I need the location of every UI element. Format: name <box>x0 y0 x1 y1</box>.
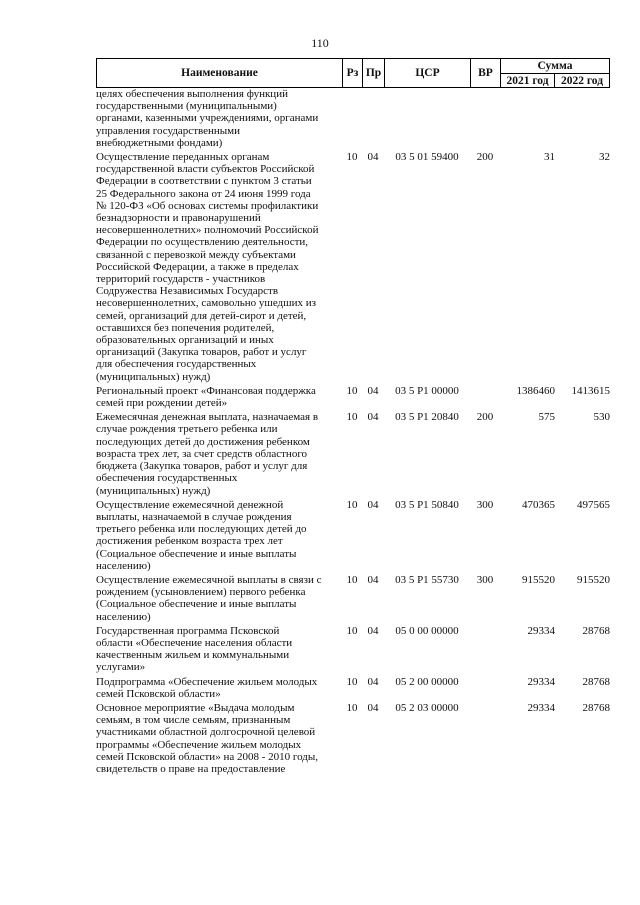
row-name-line: Осуществление ежемесячной выплаты в связи с <box>96 573 322 586</box>
row-name-line: территорий государств - участников <box>96 273 266 286</box>
row-name-line: внебюджетными фондами) <box>96 136 223 149</box>
row-vr <box>470 385 500 409</box>
row-name-line: Содружества Независимых Государств <box>96 285 279 298</box>
row-name-line: достижения ребенком возраста трех лет <box>96 535 283 548</box>
row-vr: 300 <box>476 573 494 586</box>
row-name-line: (муниципальных) нужд) <box>96 370 211 383</box>
row-rz: 10 <box>346 411 358 424</box>
row-vr: 300 <box>476 498 494 511</box>
row-name-line: выплаты, назначаемой в случае рождения <box>96 510 292 523</box>
row-rz <box>342 88 362 149</box>
row-csr: 05 2 00 00000 <box>395 675 459 688</box>
row-sum-2022: 530 <box>593 411 610 424</box>
row-sum-2021: 1386460 <box>516 384 555 397</box>
row-name <box>96 385 342 409</box>
row-name-line: обеспечения государственных <box>96 472 238 485</box>
row-csr: 03 5 Р1 50840 <box>395 498 459 511</box>
table-row <box>96 385 610 409</box>
row-name-line: (Социальное обеспечение и иные выплаты <box>96 598 297 611</box>
row-sum-2022: 32 <box>599 151 610 164</box>
row-sum-2021: 31 <box>544 151 555 164</box>
table-row <box>96 88 610 149</box>
row-name-line: Федерации по осуществлению деятельности, <box>96 236 309 249</box>
row-name-line: семей Псковской области» на 2008 - 2010 годы, <box>96 750 319 763</box>
row-name-line: Федерации в соответствии с пунктом 3 статьи <box>96 175 312 188</box>
row-pr: 04 <box>367 411 379 424</box>
row-name-line: услугами» <box>96 661 146 674</box>
row-name-line: семей при рождении детей» <box>96 397 228 410</box>
table-body <box>96 88 610 775</box>
row-pr: 04 <box>367 384 379 397</box>
header-rz: Рз <box>343 59 363 87</box>
row-name-line: Осуществление ежемесячной денежной <box>96 498 284 511</box>
row-vr: 200 <box>476 151 494 164</box>
row-name-line: Осуществление переданных органам <box>96 151 270 164</box>
row-vr <box>470 88 500 149</box>
row-csr <box>384 88 470 149</box>
row-name-line: свидетельств о праве на предоставление <box>96 762 286 775</box>
table-row <box>96 411 610 496</box>
row-name-line: безнадзорности и правонарушений <box>96 212 261 225</box>
row-name-line: (Социальное обеспечение и иные выплаты <box>96 547 297 560</box>
budget-table <box>96 58 610 775</box>
row-name <box>96 88 342 149</box>
row-vr <box>470 676 500 700</box>
row-sum-2021: 29334 <box>527 675 555 688</box>
row-rz: 10 <box>346 624 358 637</box>
row-rz: 10 <box>346 701 358 714</box>
row-rz: 10 <box>346 151 358 164</box>
row-csr: 05 0 00 00000 <box>395 624 459 637</box>
row-name-line: управления государственными <box>96 124 241 137</box>
row-name-line: рождением (усыновлением) первого ребенка <box>96 586 306 599</box>
row-sum-2021: 470365 <box>522 498 555 511</box>
row-sum-2022: 28768 <box>582 701 610 714</box>
row-name-line: семей, организаций для детей-сирот и детей, <box>96 309 307 322</box>
row-sum-2022: 915520 <box>577 573 610 586</box>
row-name-line: № 120-ФЗ «Об основах системы профилактики <box>96 199 319 212</box>
row-sum-2021: 575 <box>538 411 555 424</box>
row-vr: 200 <box>476 411 494 424</box>
row-name-line: Региональный проект «Финансовая поддержка <box>96 384 316 397</box>
row-name-line: оставшихся без попечения родителей, <box>96 321 275 334</box>
row-name-line: органами, казенными учреждениями, органами <box>96 112 319 125</box>
row-pr: 04 <box>367 498 379 511</box>
row-csr: 03 5 Р1 55730 <box>395 573 459 586</box>
row-pr: 04 <box>367 151 379 164</box>
row-name-line: государственной власти субъектов Российской <box>96 163 315 176</box>
row-name-line: последующих детей до достижения ребенком <box>96 435 310 448</box>
row-name-line: населению) <box>96 559 151 572</box>
table-row <box>96 499 610 572</box>
row-name-line: Российской Федерации, а также в пределах <box>96 260 299 273</box>
row-name <box>96 676 342 700</box>
row-rz: 10 <box>346 384 358 397</box>
row-name <box>96 574 342 623</box>
header-sum <box>501 59 609 87</box>
row-csr: 05 2 03 00000 <box>395 701 459 714</box>
row-name-line: программы «Обеспечение жильем молодых <box>96 738 302 751</box>
row-name <box>96 499 342 572</box>
page-number: 110 <box>311 36 329 50</box>
row-name-line: третьего ребенка или последующих детей до <box>96 523 307 536</box>
row-name-line: семьям, в том числе семьям, признанным <box>96 714 291 727</box>
header-vr: ВР <box>471 59 501 87</box>
row-csr: 03 5 Р1 20840 <box>395 411 459 424</box>
row-sum-2021: 29334 <box>527 701 555 714</box>
row-name-line: целях обеспечения выполнения функций <box>96 88 288 100</box>
row-name <box>96 411 342 496</box>
row-name-line: Ежемесячная денежная выплата, назначаемая в <box>96 411 319 424</box>
row-rz: 10 <box>346 573 358 586</box>
row-sum-2022: 28768 <box>582 675 610 688</box>
row-pr <box>362 88 384 149</box>
row-rz: 10 <box>346 498 358 511</box>
row-name-line: качественным жильем и коммунальными <box>96 649 290 662</box>
row-vr <box>470 625 500 674</box>
row-name-line: (муниципальных) нужд) <box>96 484 211 497</box>
row-name-line: 25 Федерального закона от 24 июня 1999 года <box>96 187 311 200</box>
table-header <box>96 58 610 88</box>
row-pr: 04 <box>367 675 379 688</box>
row-rz: 10 <box>346 675 358 688</box>
row-sum-2022: 1413615 <box>571 384 610 397</box>
row-name-line: связанной с перевозкой между субъектами <box>96 248 296 261</box>
table-row <box>96 676 610 700</box>
row-name-line: несовершеннолетних, самовольно ушедших из <box>96 297 316 310</box>
row-name-line: для обеспечения государственных <box>96 358 257 371</box>
row-pr: 04 <box>367 701 379 714</box>
row-sum-2021 <box>500 88 555 149</box>
header-year-2021: 2021 год <box>501 74 555 87</box>
row-pr: 04 <box>367 573 379 586</box>
row-name-line: образовательных организаций и иных <box>96 334 274 347</box>
header-name: Наименование <box>97 59 343 87</box>
row-name <box>96 702 342 775</box>
row-name-line: несовершеннолетних» полномочий Российской <box>96 224 319 237</box>
row-pr: 04 <box>367 624 379 637</box>
row-name-line: возраста трех лет, за счет средств областного <box>96 447 308 460</box>
row-name-line: семей Псковской области» <box>96 687 221 700</box>
row-sum-2021: 915520 <box>522 573 555 586</box>
row-name-line: случае рождения третьего ребенка или <box>96 423 278 436</box>
row-name-line: Основное мероприятие «Выдача молодым <box>96 701 295 714</box>
header-pr: Пр <box>363 59 385 87</box>
row-sum-2022: 28768 <box>582 624 610 637</box>
header-year-2022: 2022 год <box>560 74 604 87</box>
row-name <box>96 625 342 674</box>
row-name-line: организаций (Закупка товаров, работ и услуг <box>96 346 307 359</box>
row-csr: 03 5 Р1 00000 <box>395 384 459 397</box>
row-name-line: области «Обеспечение населения области <box>96 636 293 649</box>
row-name-line: бюджета (Закупка товаров, работ и услуг для <box>96 460 308 473</box>
header-csr: ЦСР <box>385 59 471 87</box>
row-name-line: Подпрограмма «Обеспечение жильем молодых <box>96 675 318 688</box>
row-name-line: населению) <box>96 610 151 623</box>
row-csr: 03 5 01 59400 <box>395 151 459 164</box>
row-name-line: участниками областной долгосрочной целевой <box>96 726 316 739</box>
table-row <box>96 151 610 383</box>
row-name-line: государственными (муниципальными) <box>96 100 277 113</box>
row-name <box>96 151 342 383</box>
row-vr <box>470 702 500 775</box>
table-row <box>96 625 610 674</box>
row-sum-2022: 497565 <box>577 498 610 511</box>
row-name-line: Государственная программа Псковской <box>96 624 280 637</box>
table-row <box>96 574 610 623</box>
row-sum-2021: 29334 <box>527 624 555 637</box>
header-sum-title: Сумма <box>501 59 609 74</box>
row-sum-2022 <box>555 88 610 149</box>
table-row <box>96 702 610 775</box>
